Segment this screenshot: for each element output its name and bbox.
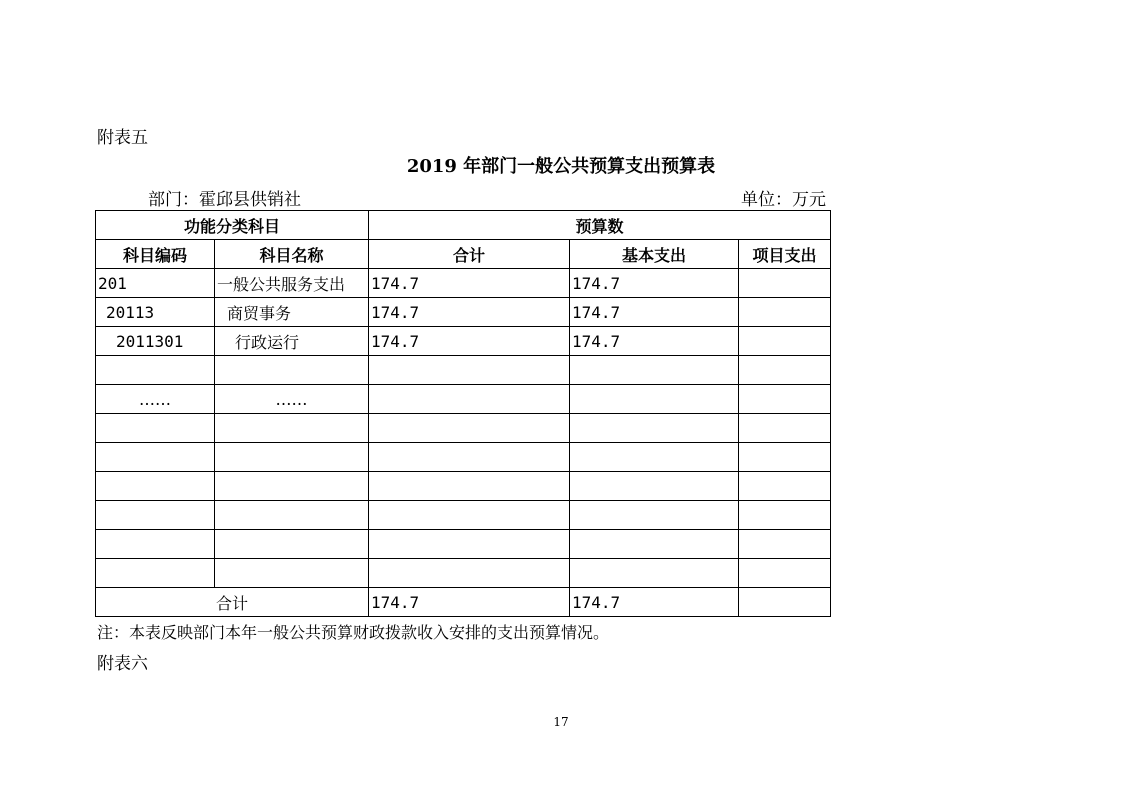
department-label: 部门：霍邱县供销社 xyxy=(148,190,301,210)
cell-basic xyxy=(570,385,739,414)
cell-basic xyxy=(570,559,739,588)
cell-basic: 174.7 xyxy=(570,298,739,327)
column-header-name: 科目名称 xyxy=(215,240,369,269)
column-header-project: 项目支出 xyxy=(739,240,831,269)
cell-total xyxy=(369,385,570,414)
appendix-label-bottom: 附表六 xyxy=(97,654,148,674)
cell-code xyxy=(96,501,215,530)
cell-project xyxy=(739,385,831,414)
cell-project xyxy=(739,327,831,356)
cell-total xyxy=(369,501,570,530)
cell-project xyxy=(739,269,831,298)
cell-total xyxy=(369,356,570,385)
column-header-total: 合计 xyxy=(369,240,570,269)
cell-name xyxy=(215,356,369,385)
total-cell-basic: 174.7 xyxy=(570,588,739,617)
cell-code: …… xyxy=(96,385,215,414)
column-header-code: 科目编码 xyxy=(96,240,215,269)
table-row xyxy=(96,559,831,588)
cell-code: 20113 xyxy=(96,298,215,327)
cell-basic xyxy=(570,443,739,472)
column-header-basic: 基本支出 xyxy=(570,240,739,269)
cell-total: 174.7 xyxy=(369,298,570,327)
cell-project xyxy=(739,472,831,501)
table-row xyxy=(96,501,831,530)
cell-name xyxy=(215,472,369,501)
table-row xyxy=(96,530,831,559)
cell-total: 174.7 xyxy=(369,327,570,356)
cell-basic xyxy=(570,530,739,559)
cell-code: 2011301 xyxy=(96,327,215,356)
cell-name xyxy=(215,530,369,559)
table-row xyxy=(96,269,831,298)
cell-basic: 174.7 xyxy=(570,269,739,298)
cell-code xyxy=(96,472,215,501)
table-row xyxy=(96,443,831,472)
total-label: 合计 xyxy=(96,588,369,617)
cell-project xyxy=(739,414,831,443)
budget-table xyxy=(95,210,831,617)
cell-code xyxy=(96,530,215,559)
cell-code xyxy=(96,356,215,385)
cell-basic xyxy=(570,414,739,443)
page-number: 17 xyxy=(553,715,569,729)
table-row xyxy=(96,472,831,501)
cell-code xyxy=(96,414,215,443)
unit-label: 单位：万元 xyxy=(741,190,826,210)
cell-total xyxy=(369,559,570,588)
cell-code: 201 xyxy=(96,269,215,298)
cell-name: 行政运行 xyxy=(215,327,369,356)
cell-project xyxy=(739,298,831,327)
group-header-functional: 功能分类科目 xyxy=(96,211,369,240)
table-row xyxy=(96,385,831,414)
table-row xyxy=(96,356,831,385)
table-row xyxy=(96,327,831,356)
cell-project xyxy=(739,530,831,559)
cell-code xyxy=(96,559,215,588)
cell-total xyxy=(369,472,570,501)
table-row xyxy=(96,298,831,327)
total-row xyxy=(96,588,831,617)
cell-total xyxy=(369,414,570,443)
total-cell-project xyxy=(739,588,831,617)
column-header-row xyxy=(96,240,831,269)
cell-project xyxy=(739,501,831,530)
cell-project xyxy=(739,559,831,588)
cell-total: 174.7 xyxy=(369,269,570,298)
group-header-budget: 预算数 xyxy=(369,211,831,240)
cell-project xyxy=(739,356,831,385)
cell-name: 一般公共服务支出 xyxy=(215,269,369,298)
cell-name: 商贸事务 xyxy=(215,298,369,327)
appendix-label-top: 附表五 xyxy=(97,128,148,148)
total-cell-total: 174.7 xyxy=(369,588,570,617)
cell-project xyxy=(739,443,831,472)
group-header-row xyxy=(96,211,831,240)
cell-total xyxy=(369,530,570,559)
table-note: 注：本表反映部门本年一般公共预算财政拨款收入安排的支出预算情况。 xyxy=(97,623,610,642)
cell-name: …… xyxy=(215,385,369,414)
cell-basic xyxy=(570,356,739,385)
cell-name xyxy=(215,501,369,530)
cell-basic xyxy=(570,472,739,501)
document-title: 2019 年部门一般公共预算支出预算表 xyxy=(406,156,716,177)
cell-total xyxy=(369,443,570,472)
cell-code xyxy=(96,443,215,472)
cell-basic xyxy=(570,501,739,530)
cell-name xyxy=(215,443,369,472)
table-row xyxy=(96,414,831,443)
cell-name xyxy=(215,559,369,588)
cell-name xyxy=(215,414,369,443)
cell-basic: 174.7 xyxy=(570,327,739,356)
